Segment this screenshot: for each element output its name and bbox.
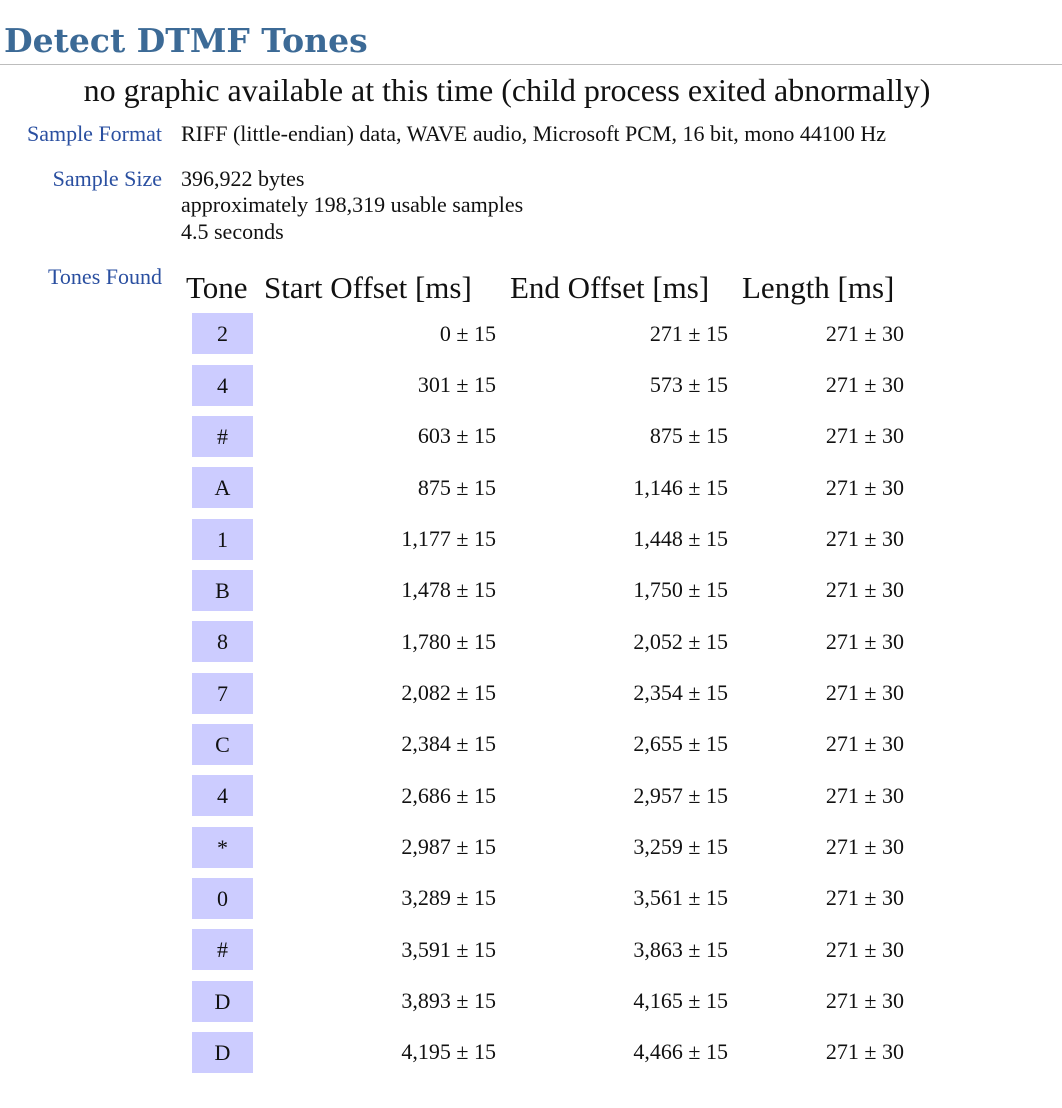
sample-size-label: Sample Size xyxy=(52,166,162,191)
tone-digit: D xyxy=(192,1032,253,1073)
tone-cell xyxy=(186,821,264,872)
length-cell: 271 ± 30 xyxy=(825,731,904,757)
start-offset-cell: 603 ± 15 xyxy=(417,423,496,449)
tone-cell xyxy=(186,924,264,975)
tone-digit: 2 xyxy=(192,313,253,354)
sample-size-seconds: 4.5 seconds xyxy=(181,219,284,244)
tone-cell xyxy=(186,770,264,821)
tone-cell xyxy=(186,565,264,616)
tone-digit: A xyxy=(192,467,253,508)
start-offset-cell: 2,987 ± 15 xyxy=(401,834,496,860)
tone-digit: B xyxy=(192,570,253,611)
start-offset-cell: 4,195 ± 15 xyxy=(401,1039,496,1065)
sample-size-bytes: 396,922 bytes xyxy=(181,166,305,191)
start-offset-cell: 3,289 ± 15 xyxy=(401,885,496,911)
end-offset-cell: 2,052 ± 15 xyxy=(633,628,728,654)
table-row xyxy=(186,873,918,924)
length-cell: 271 ± 30 xyxy=(825,628,904,654)
length-cell: 271 ± 30 xyxy=(825,320,904,346)
length-cell: 271 ± 30 xyxy=(825,782,904,808)
table-row xyxy=(186,924,918,975)
tone-digit: # xyxy=(192,416,253,457)
tone-cell xyxy=(186,719,264,770)
tone-digit: 4 xyxy=(192,365,253,406)
length-cell: 271 ± 30 xyxy=(825,988,904,1014)
tone-cell xyxy=(186,1027,264,1078)
table-row xyxy=(186,667,918,718)
start-offset-cell: 2,082 ± 15 xyxy=(401,680,496,706)
end-offset-cell: 2,354 ± 15 xyxy=(633,680,728,706)
tone-cell xyxy=(186,873,264,924)
table-row xyxy=(186,462,918,513)
tone-digit: 8 xyxy=(192,621,253,662)
table-row xyxy=(186,565,918,616)
length-cell: 271 ± 30 xyxy=(825,372,904,398)
tone-digit: 7 xyxy=(192,673,253,714)
end-offset-cell: 1,750 ± 15 xyxy=(633,577,728,603)
tone-cell xyxy=(186,308,264,359)
page-title: Detect DTMF Tones xyxy=(4,21,368,60)
start-offset-cell: 875 ± 15 xyxy=(417,474,496,500)
tone-digit: 0 xyxy=(192,878,253,919)
tone-cell xyxy=(186,667,264,718)
tone-cell xyxy=(186,975,264,1026)
length-cell: 271 ± 30 xyxy=(825,423,904,449)
end-offset-cell: 1,146 ± 15 xyxy=(633,474,728,500)
tone-cell xyxy=(186,616,264,667)
length-cell: 271 ± 30 xyxy=(825,526,904,552)
end-offset-cell: 4,165 ± 15 xyxy=(633,988,728,1014)
start-offset-cell: 2,686 ± 15 xyxy=(401,782,496,808)
tones-table-header xyxy=(186,268,918,308)
sample-size-samples: approximately 198,319 usable samples xyxy=(181,192,524,217)
tone-digit: * xyxy=(192,827,253,868)
tone-digit: D xyxy=(192,981,253,1022)
start-offset-cell: 1,177 ± 15 xyxy=(401,526,496,552)
column-header-start-offset: Start Offset [ms] xyxy=(264,270,472,305)
start-offset-cell: 2,384 ± 15 xyxy=(401,731,496,757)
column-header-end-offset: End Offset [ms] xyxy=(510,270,710,305)
tone-cell xyxy=(186,462,264,513)
start-offset-cell: 1,478 ± 15 xyxy=(401,577,496,603)
sample-format-label: Sample Format xyxy=(26,121,162,146)
tones-table-body xyxy=(186,308,918,1078)
end-offset-cell: 875 ± 15 xyxy=(649,423,728,449)
end-offset-cell: 3,259 ± 15 xyxy=(633,834,728,860)
column-header-tone: Tone xyxy=(186,270,248,305)
table-row xyxy=(186,770,918,821)
table-row xyxy=(186,359,918,410)
tone-digit: 1 xyxy=(192,519,253,560)
table-row xyxy=(186,308,918,359)
tone-digit: # xyxy=(192,929,253,970)
tones-table xyxy=(186,268,918,1078)
sample-format-value: RIFF (little-endian) data, WAVE audio, Microsoft PCM, 16 bit, mono 44100 Hz xyxy=(181,121,886,146)
length-cell: 271 ± 30 xyxy=(825,936,904,962)
tone-digit: C xyxy=(192,724,253,765)
start-offset-cell: 1,780 ± 15 xyxy=(401,628,496,654)
title-divider xyxy=(0,64,1062,65)
length-cell: 271 ± 30 xyxy=(825,474,904,500)
end-offset-cell: 271 ± 15 xyxy=(649,320,728,346)
start-offset-cell: 3,893 ± 15 xyxy=(401,988,496,1014)
no-graphic-message: no graphic available at this time (child process exited abnormally) xyxy=(83,72,931,108)
table-row xyxy=(186,513,918,564)
tone-cell xyxy=(186,411,264,462)
end-offset-cell: 3,863 ± 15 xyxy=(633,936,728,962)
table-row xyxy=(186,1027,918,1078)
tone-cell xyxy=(186,513,264,564)
length-cell: 271 ± 30 xyxy=(825,680,904,706)
length-cell: 271 ± 30 xyxy=(825,1039,904,1065)
length-cell: 271 ± 30 xyxy=(825,834,904,860)
end-offset-cell: 573 ± 15 xyxy=(649,372,728,398)
tone-cell xyxy=(186,359,264,410)
table-row xyxy=(186,411,918,462)
length-cell: 271 ± 30 xyxy=(825,577,904,603)
table-row xyxy=(186,821,918,872)
end-offset-cell: 3,561 ± 15 xyxy=(633,885,728,911)
start-offset-cell: 301 ± 15 xyxy=(417,372,496,398)
end-offset-cell: 2,957 ± 15 xyxy=(633,782,728,808)
start-offset-cell: 0 ± 15 xyxy=(439,320,496,346)
table-row xyxy=(186,975,918,1026)
tone-digit: 4 xyxy=(192,775,253,816)
end-offset-cell: 4,466 ± 15 xyxy=(633,1039,728,1065)
column-header-length: Length [ms] xyxy=(742,270,895,305)
end-offset-cell: 2,655 ± 15 xyxy=(633,731,728,757)
length-cell: 271 ± 30 xyxy=(825,885,904,911)
tones-found-label: Tones Found xyxy=(48,264,162,289)
start-offset-cell: 3,591 ± 15 xyxy=(401,936,496,962)
table-row xyxy=(186,719,918,770)
table-row xyxy=(186,616,918,667)
end-offset-cell: 1,448 ± 15 xyxy=(633,526,728,552)
